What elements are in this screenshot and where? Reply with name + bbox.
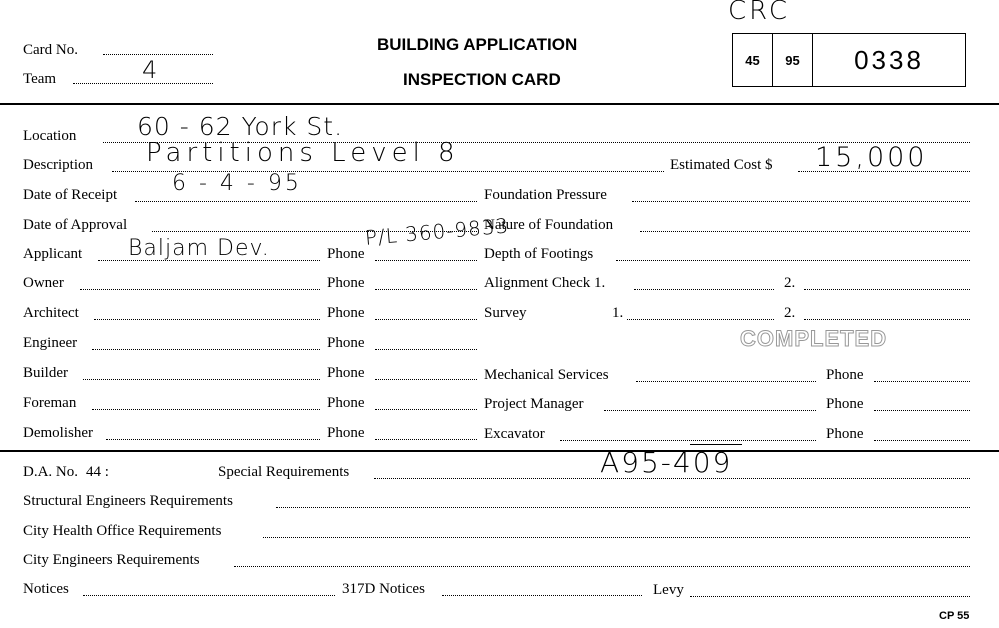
engineer-label: Engineer bbox=[23, 335, 78, 351]
builder-label: Builder bbox=[23, 365, 68, 381]
da-no-label: D.A. No. bbox=[23, 464, 78, 480]
special-requirements-label: Special Requirements bbox=[218, 464, 350, 480]
architect-phone-label: Phone bbox=[327, 305, 365, 321]
structural-engineers-field[interactable] bbox=[276, 507, 970, 508]
foreman-phone-field[interactable] bbox=[375, 409, 477, 410]
city-engineers-field[interactable] bbox=[234, 566, 970, 567]
date-of-receipt-label: Date of Receipt bbox=[23, 187, 118, 203]
special-requirements-strike bbox=[690, 444, 742, 445]
notices-317d-field[interactable] bbox=[442, 595, 642, 596]
engineer-phone-field[interactable] bbox=[375, 349, 477, 350]
levy-field[interactable] bbox=[690, 596, 970, 597]
team-label: Team bbox=[23, 71, 57, 87]
notices-field[interactable] bbox=[83, 595, 335, 596]
description-label: Description bbox=[23, 157, 93, 173]
owner-phone-field[interactable] bbox=[375, 289, 477, 290]
da-no-value: 44 : bbox=[86, 464, 109, 480]
team-value: 4 bbox=[142, 56, 159, 84]
location-value: 60 - 62 York St. bbox=[137, 112, 344, 141]
project-manager-label: Project Manager bbox=[484, 396, 584, 412]
date-of-receipt-field[interactable] bbox=[135, 201, 477, 202]
estimated-cost-label: Estimated Cost $ bbox=[670, 157, 773, 173]
builder-phone-label: Phone bbox=[327, 365, 365, 381]
survey-1-label: 1. bbox=[612, 305, 624, 321]
survey-2-label: 2. bbox=[784, 305, 796, 321]
depth-of-footings-field[interactable] bbox=[616, 260, 970, 261]
notices-317d-label: 317D Notices bbox=[342, 581, 425, 597]
architect-label: Architect bbox=[23, 305, 79, 321]
project-manager-phone-field[interactable] bbox=[874, 410, 970, 411]
excavator-label: Excavator bbox=[484, 426, 545, 442]
depth-of-footings-label: Depth of Footings bbox=[484, 246, 594, 262]
header-divider bbox=[0, 103, 999, 105]
description-value: Partitions Level 8 bbox=[146, 138, 460, 168]
date-of-approval-label: Date of Approval bbox=[23, 217, 128, 233]
city-health-label: City Health Office Requirements bbox=[23, 523, 222, 539]
structural-engineers-label: Structural Engineers Requirements bbox=[23, 493, 233, 509]
applicant-value: Baljam Dev. bbox=[128, 236, 270, 261]
owner-label: Owner bbox=[23, 275, 64, 291]
special-requirements-value: A95-409 bbox=[600, 446, 733, 479]
engineer-field[interactable] bbox=[92, 349, 320, 350]
excavator-phone-field[interactable] bbox=[874, 440, 970, 441]
alignment-check-2-label: 2. bbox=[784, 275, 796, 291]
survey-label: Survey bbox=[484, 305, 527, 321]
foreman-field[interactable] bbox=[92, 409, 320, 410]
foundation-pressure-label: Foundation Pressure bbox=[484, 187, 607, 203]
survey-1-field[interactable] bbox=[627, 319, 774, 320]
applicant-phone-value: P/L 360-9833 bbox=[364, 213, 511, 250]
alignment-check-1-field[interactable] bbox=[634, 289, 774, 290]
demolisher-field[interactable] bbox=[106, 439, 320, 440]
foundation-pressure-field[interactable] bbox=[632, 201, 970, 202]
project-manager-phone-label: Phone bbox=[826, 396, 864, 412]
builder-field[interactable] bbox=[83, 379, 320, 380]
mechanical-services-phone-label: Phone bbox=[826, 367, 864, 383]
form-title-line2: INSPECTION CARD bbox=[403, 70, 561, 89]
card-no-label: Card No. bbox=[23, 42, 78, 58]
notices-label: Notices bbox=[23, 581, 69, 597]
excavator-field[interactable] bbox=[560, 440, 816, 441]
project-manager-field[interactable] bbox=[604, 410, 816, 411]
engineer-phone-label: Phone bbox=[327, 335, 365, 351]
card-number-box bbox=[732, 33, 966, 87]
demolisher-phone-label: Phone bbox=[327, 425, 365, 441]
architect-phone-field[interactable] bbox=[375, 319, 477, 320]
nature-of-foundation-field[interactable] bbox=[640, 231, 970, 232]
survey-2-field[interactable] bbox=[804, 319, 970, 320]
city-engineers-label: City Engineers Requirements bbox=[23, 552, 200, 568]
levy-label: Levy bbox=[653, 582, 684, 598]
middle-divider bbox=[0, 450, 999, 452]
alignment-check-2-field[interactable] bbox=[804, 289, 970, 290]
mechanical-services-phone-field[interactable] bbox=[874, 381, 970, 382]
box-cell-3: 0338 bbox=[854, 44, 924, 75]
excavator-phone-label: Phone bbox=[826, 426, 864, 442]
mechanical-services-field[interactable] bbox=[636, 381, 816, 382]
completed-stamp: COMPLETED bbox=[740, 326, 888, 351]
builder-phone-field[interactable] bbox=[375, 379, 477, 380]
applicant-phone-field[interactable] bbox=[375, 260, 477, 261]
box-cell-2: 95 bbox=[773, 34, 813, 86]
architect-field[interactable] bbox=[94, 319, 320, 320]
card-no-field[interactable] bbox=[103, 54, 213, 55]
nature-of-foundation-label: Nature of Foundation bbox=[484, 217, 614, 233]
mechanical-services-label: Mechanical Services bbox=[484, 367, 609, 383]
owner-field[interactable] bbox=[80, 289, 320, 290]
foreman-label: Foreman bbox=[23, 395, 77, 411]
estimated-cost-value: 15,000 bbox=[815, 142, 928, 173]
form-code: CP 55 bbox=[939, 610, 970, 622]
applicant-label: Applicant bbox=[23, 246, 83, 262]
city-health-field[interactable] bbox=[263, 537, 970, 538]
demolisher-label: Demolisher bbox=[23, 425, 93, 441]
alignment-check-label: Alignment Check 1. bbox=[484, 275, 606, 291]
crc-stamp: CRC bbox=[728, 0, 791, 26]
foreman-phone-label: Phone bbox=[327, 395, 365, 411]
owner-phone-label: Phone bbox=[327, 275, 365, 291]
box-cell-1: 45 bbox=[733, 34, 773, 86]
form-title-line1: BUILDING APPLICATION bbox=[377, 35, 578, 54]
location-label: Location bbox=[23, 128, 77, 144]
demolisher-phone-field[interactable] bbox=[375, 439, 477, 440]
applicant-phone-label: Phone bbox=[327, 246, 365, 262]
date-of-receipt-value: 6 - 4 - 95 bbox=[172, 171, 302, 196]
